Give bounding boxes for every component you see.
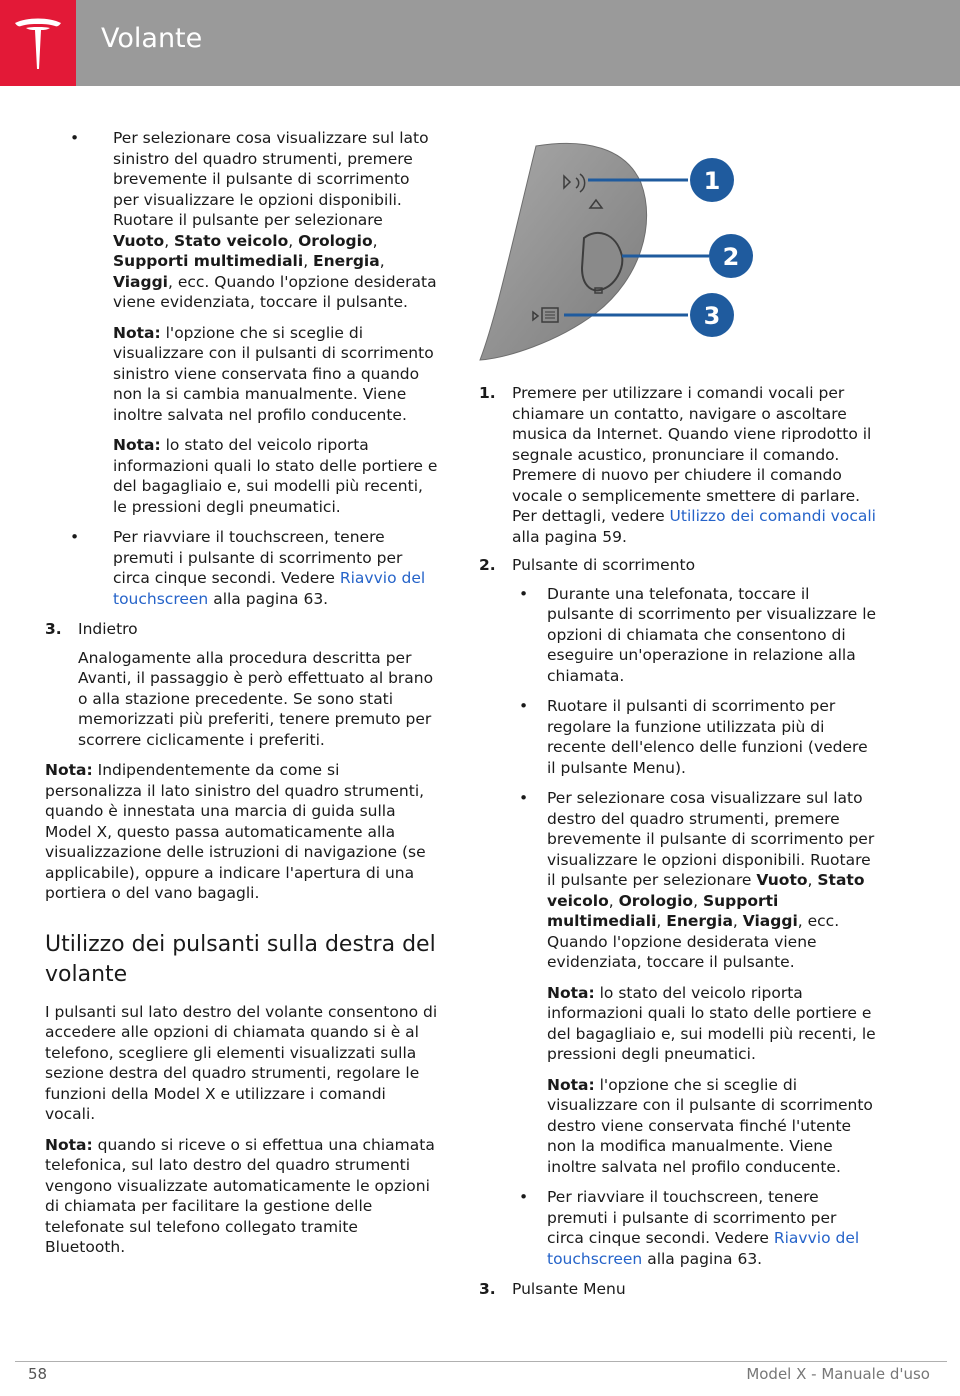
numbered-item-3: 3. Pulsante Menu: [479, 1280, 626, 1298]
svg-text:2: 2: [722, 243, 740, 271]
bullet-icon: •: [519, 584, 529, 603]
page-header: [0, 0, 960, 86]
paragraph: I pulsanti sul lato destro del volante consentono di accedere alle opzioni di chiamata quando si è al telefono, scegliere gli elementi visualizzati sulla sezione destra del quadro strumenti, regolare le funzioni della Model X e utilizzare i comandi vocali.: [45, 1002, 438, 1123]
left-column: [45, 128, 440, 1258]
paragraph: Analogamente alla procedura descritta per Avanti, il passaggio è però effettuato al brano o alla stazione precedente. Se sono stati memorizzati più preferiti, tenere premuto per scorrere ciclicamente i preferiti.: [78, 648, 434, 749]
list-item: • Per riavviare il touchscreen, tenere premuti i pulsante di scorrimento per circa cinque secondi. Vedere Riavvio del touchscreen alla pagina 63.: [519, 1188, 860, 1268]
footer-divider: [15, 1361, 947, 1362]
callout-1: [690, 158, 734, 202]
tesla-logo-icon: [13, 17, 63, 69]
numbered-item-2: 2. Pulsante di scorrimento: [479, 556, 696, 574]
link-riavvio-touchscreen[interactable]: Riavvio del touchscreen: [547, 1229, 860, 1268]
note: Nota: l'opzione che si sceglie di visualizzare con il pulsante di scorrimento destro viene conservata finché l'utente non la modifica manualmente. Viene inoltre salvata nel profilo conducente.: [547, 1075, 873, 1176]
note: Nota: Indipendentemente da come si personalizza il lato sinistro del quadro strumenti, quando è innestata una marcia di guida sulla Model X, questo passa automaticamente alla visualizzazione delle istruzioni di navigazione (se applicabile), oppure a indicare l'apertura di una portiera o del vano bagagli.: [45, 761, 426, 902]
tesla-logo: [0, 0, 76, 86]
bullet-icon: •: [519, 789, 529, 807]
svg-text:1: 1: [703, 167, 721, 195]
page-number: 58: [28, 1365, 48, 1383]
bullet-icon: •: [70, 129, 80, 147]
steering-buttons-illustration: [476, 128, 766, 368]
list-item: • Per selezionare cosa visualizzare sul lato sinistro del quadro strumenti, premere brevemente il pulsante di scorrimento per visualizzare le opzioni disponibili. Ruotare il pulsante per selezionare Vuoto, Stato veicolo, Orologio, Supporti multimediali, Energia, Viaggi, ecc. Quando l'opzione desiderata viene evidenziata, toccare il pulsante.: [70, 129, 437, 311]
page-title: Volante: [101, 23, 203, 54]
note: Nota: lo stato del veicolo riporta informazioni quali lo stato delle portiere e del bagagliaio e, sui modelli più recenti, le pressioni degli pneumatici.: [547, 983, 876, 1063]
callout-2: [709, 234, 753, 278]
list-item: • Ruotare il pulsanti di scorrimento per regolare la funzione utilizzata più di recente dell'elenco delle funzioni (vedere il pulsante Menu).: [519, 697, 868, 777]
numbered-item-1: 1. Premere per utilizzare i comandi vocali per chiamare un contatto, navigare o ascoltare musica da Internet. Quando viene riprodotto il segnale acustico, pronunciare il comando. Premere di nuovo per chiudere il comando vocale o semplicemente smettere di parlare. Per dettagli, vedere Utilizzo dei comandi vocali alla pagina 59.: [479, 384, 876, 546]
right-column: [479, 383, 877, 1308]
note: Nota: lo stato del veicolo riporta informazioni quali lo stato delle portiere e del bagagliaio e, sui modelli più recenti, le pressioni degli pneumatici.: [113, 436, 438, 516]
section-heading: Utilizzo dei pulsanti sulla destra del volante: [45, 931, 436, 987]
link-utilizzo-comandi-vocali[interactable]: Utilizzo dei comandi vocali: [669, 507, 876, 525]
footer-title: Model X - Manuale d'uso: [746, 1365, 930, 1383]
numbered-item-3: 3. Indietro: [45, 620, 138, 638]
note: Nota: l'opzione che si sceglie di visualizzare con il pulsanti di scorrimento sinistro viene conservata fino a quando non la si cambia manualmente. Viene inoltre salvata nel profilo conducente.: [113, 323, 434, 424]
svg-text:3: 3: [703, 302, 721, 330]
list-item: • Per selezionare cosa visualizzare sul lato destro del quadro strumenti, premere brevemente il pulsante di scorrimento per visualizzare le opzioni disponibili. Ruotare il pulsante per selezionare Vuoto, Stato veicolo, Orologio, Supporti multimediali, Energia, Viaggi, ecc. Quando l'opzione desiderata viene evidenziata, toccare il pulsante.: [519, 789, 875, 971]
list-item: • Durante una telefonata, toccare il pulsante di scorrimento per visualizzare le opzioni di chiamata che consentono di eseguire un'operazione in relazione alla chiamata.: [519, 584, 877, 685]
bullet-icon: •: [70, 528, 80, 546]
note: Nota: quando si riceve o si effettua una chiamata telefonica, sul lato destro del quadro strumenti vengono visualizzate automaticamente le opzioni di chiamata per facilitare la gestione delle telefonate sul telefono collegato tramite Bluetooth.: [45, 1135, 435, 1256]
callout-3: [690, 293, 734, 337]
list-item: • Per riavviare il touchscreen, tenere premuti i pulsante di scorrimento per circa cinque secondi. Vedere Riavvio del touchscreen alla pagina 63.: [70, 528, 426, 608]
bullet-icon: •: [519, 697, 529, 715]
bullet-icon: •: [519, 1188, 529, 1206]
link-riavvio-touchscreen[interactable]: Riavvio del touchscreen: [113, 569, 426, 608]
steering-wheel-buttons-figure: [476, 128, 766, 368]
